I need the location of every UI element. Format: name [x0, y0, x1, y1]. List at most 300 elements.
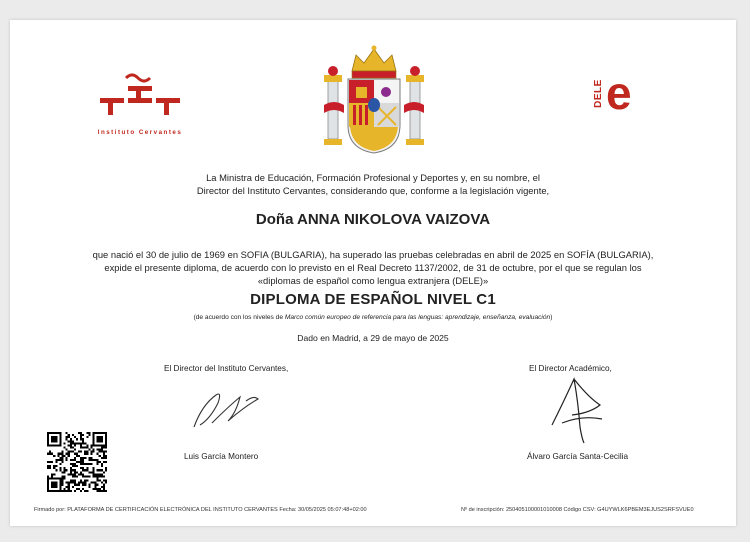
qr-module: [74, 459, 76, 461]
qr-module: [47, 444, 49, 446]
qr-module: [49, 465, 51, 467]
qr-module: [86, 432, 88, 434]
qr-module: [80, 459, 82, 461]
qr-module: [61, 457, 63, 459]
qr-module: [101, 451, 103, 453]
qr-module: [66, 453, 68, 455]
coat-of-arms-spain-icon: [322, 45, 426, 157]
right-signatory-title: El Director Académico,: [529, 364, 612, 373]
right-signature: [542, 375, 612, 450]
qr-module: [51, 473, 53, 475]
qr-module: [105, 444, 107, 446]
instituto-cervantes-logo-icon: [90, 72, 190, 118]
qr-module: [51, 486, 53, 488]
qr-module: [59, 480, 61, 482]
qr-module: [90, 453, 92, 455]
qr-module: [53, 455, 55, 457]
qr-module: [90, 482, 92, 484]
qr-module: [70, 451, 72, 453]
footer-registration: Nº de inscripción: 250405100001010008 Código CSV: G4UYWLK6PBEM3EJUS2SRFSVUE0: [461, 507, 694, 513]
qr-module: [59, 459, 61, 461]
intro-line-2: Director del Instituto Cervantes, considerando que, conforme a la legislación vigente,: [196, 185, 550, 196]
qr-module: [64, 475, 66, 477]
qr-module: [84, 463, 86, 465]
qr-module: [99, 440, 101, 442]
qr-module: [105, 467, 107, 469]
qr-module: [51, 475, 53, 477]
qr-module: [80, 436, 82, 438]
qr-module: [47, 436, 49, 438]
qr-module: [82, 475, 84, 477]
qr-module: [66, 482, 68, 484]
qr-code-icon: [47, 432, 107, 492]
qr-module: [103, 451, 105, 453]
qr-module: [47, 486, 49, 488]
qr-module: [49, 453, 51, 455]
qr-module: [70, 469, 72, 471]
qr-module: [97, 469, 99, 471]
qr-module: [53, 467, 55, 469]
qr-module: [95, 486, 97, 488]
qr-module: [88, 449, 90, 451]
qr-module: [105, 436, 107, 438]
qr-module: [99, 473, 101, 475]
qr-module: [70, 482, 72, 484]
qr-module: [68, 451, 70, 453]
qr-module: [49, 444, 51, 446]
qr-code: [47, 432, 107, 497]
qr-module: [97, 488, 99, 490]
qr-module: [47, 432, 49, 434]
qr-module: [53, 436, 55, 438]
qr-module: [101, 438, 103, 440]
dele-letter: e: [606, 67, 632, 119]
qr-module: [86, 475, 88, 477]
qr-module: [51, 482, 53, 484]
qr-module: [105, 451, 107, 453]
qr-module: [93, 434, 95, 436]
qr-module: [76, 471, 78, 473]
qr-module: [61, 453, 63, 455]
qr-module: [61, 490, 63, 492]
qr-module: [86, 453, 88, 455]
qr-module: [68, 490, 70, 492]
qr-module: [64, 469, 66, 471]
qr-module: [68, 444, 70, 446]
qr-module: [72, 440, 74, 442]
qr-module: [72, 473, 74, 475]
qr-module: [93, 459, 95, 461]
qr-module: [103, 471, 105, 473]
qr-module: [101, 463, 103, 465]
qr-module: [51, 436, 53, 438]
qr-module: [99, 449, 101, 451]
qr-module: [55, 484, 57, 486]
qr-module: [53, 486, 55, 488]
qr-module: [80, 490, 82, 492]
qr-module: [74, 457, 76, 459]
body-line-2: expide el presente diploma, de acuerdo con lo previsto en el Real Decreto 1137/2002, de 31 de octubre, por el que se regulan los: [104, 262, 642, 273]
qr-module: [59, 482, 61, 484]
qr-module: [86, 469, 88, 471]
qr-module: [78, 488, 80, 490]
qr-module: [64, 455, 66, 457]
qr-module: [84, 482, 86, 484]
subtitle-before: (de acuerdo con los niveles de: [193, 314, 285, 321]
qr-module: [49, 432, 51, 434]
subtitle-italic: Marco común europeo de referencia para las lenguas: aprendizaje, enseñanza, evaluación: [284, 314, 551, 321]
qr-module: [74, 444, 76, 446]
qr-module: [59, 484, 61, 486]
qr-module: [51, 432, 53, 434]
qr-module: [55, 438, 57, 440]
qr-module: [64, 471, 66, 473]
qr-module: [80, 482, 82, 484]
qr-module: [93, 488, 95, 490]
qr-module: [53, 465, 55, 467]
qr-module: [97, 440, 99, 442]
qr-module: [103, 444, 105, 446]
qr-module: [59, 444, 61, 446]
qr-module: [97, 436, 99, 438]
qr-module: [72, 465, 74, 467]
qr-module: [70, 446, 72, 448]
qr-module: [53, 432, 55, 434]
qr-module: [105, 438, 107, 440]
qr-module: [80, 473, 82, 475]
qr-module: [47, 465, 49, 467]
qr-module: [80, 463, 82, 465]
dele-vertical-text: DELE: [592, 79, 604, 108]
qr-module: [68, 453, 70, 455]
qr-module: [82, 467, 84, 469]
qr-module: [97, 453, 99, 455]
qr-module: [59, 432, 61, 434]
qr-module: [61, 478, 63, 480]
qr-module: [86, 467, 88, 469]
left-signatory-title: El Director del Instituto Cervantes,: [164, 364, 289, 373]
qr-module: [80, 471, 82, 473]
qr-module: [97, 449, 99, 451]
qr-module: [95, 432, 97, 434]
qr-module: [97, 438, 99, 440]
left-signature-image: [188, 385, 278, 433]
qr-module: [53, 490, 55, 492]
qr-module: [72, 463, 74, 465]
qr-module: [80, 446, 82, 448]
qr-module: [47, 478, 49, 480]
qr-module: [82, 463, 84, 465]
qr-module: [57, 455, 59, 457]
qr-module: [82, 469, 84, 471]
qr-module: [88, 484, 90, 486]
qr-module: [86, 463, 88, 465]
qr-module: [78, 455, 80, 457]
qr-module: [78, 482, 80, 484]
qr-module: [95, 475, 97, 477]
qr-module: [95, 484, 97, 486]
intro-text: [10, 171, 736, 197]
qr-module: [59, 438, 61, 440]
qr-module: [61, 451, 63, 453]
qr-module: [66, 457, 68, 459]
qr-module: [103, 488, 105, 490]
left-signatory-name: Luis García Montero: [184, 452, 259, 461]
subtitle-after: ): [550, 314, 553, 321]
qr-module: [76, 488, 78, 490]
qr-module: [70, 490, 72, 492]
qr-module: [76, 442, 78, 444]
qr-module: [47, 434, 49, 436]
qr-module: [51, 438, 53, 440]
qr-module: [88, 463, 90, 465]
diploma-sheet: [10, 20, 736, 526]
qr-module: [61, 480, 63, 482]
qr-module: [86, 490, 88, 492]
qr-module: [68, 436, 70, 438]
qr-module: [105, 434, 107, 436]
qr-module: [59, 434, 61, 436]
qr-module: [80, 467, 82, 469]
qr-module: [61, 475, 63, 477]
qr-module: [84, 490, 86, 492]
qr-module: [47, 440, 49, 442]
diploma-subtitle: [10, 314, 736, 321]
diploma-title: DIPLOMA DE ESPAÑOL NIVEL C1: [250, 291, 496, 308]
qr-module: [70, 467, 72, 469]
qr-module: [88, 434, 90, 436]
date-line: Dado en Madrid, a 29 de mayo de 2025: [297, 333, 449, 343]
qr-module: [55, 440, 57, 442]
qr-module: [76, 461, 78, 463]
qr-module: [53, 482, 55, 484]
qr-module: [78, 451, 80, 453]
qr-module: [82, 482, 84, 484]
qr-module: [99, 461, 101, 463]
qr-module: [78, 473, 80, 475]
qr-module: [70, 442, 72, 444]
qr-module: [99, 475, 101, 477]
qr-module: [74, 484, 76, 486]
qr-module: [49, 451, 51, 453]
qr-module: [64, 467, 66, 469]
qr-module: [90, 451, 92, 453]
qr-module: [103, 446, 105, 448]
qr-module: [97, 463, 99, 465]
qr-module: [61, 471, 63, 473]
qr-module: [101, 473, 103, 475]
qr-module: [80, 434, 82, 436]
qr-module: [93, 473, 95, 475]
qr-module: [90, 459, 92, 461]
footer-signed-by: Firmado por: PLATAFORMA DE CERTIFICACIÓN ELECTRÓNICA DEL INSTITUTO CERVANTES Fecha: 30/05/2025 05:07:48+02:00: [34, 507, 367, 513]
qr-module: [105, 469, 107, 471]
qr-module: [59, 467, 61, 469]
qr-module: [47, 453, 49, 455]
qr-module: [72, 459, 74, 461]
qr-module: [59, 436, 61, 438]
qr-module: [61, 482, 63, 484]
qr-module: [93, 438, 95, 440]
qr-module: [47, 461, 49, 463]
qr-module: [90, 444, 92, 446]
qr-module: [97, 459, 99, 461]
qr-module: [82, 484, 84, 486]
qr-module: [64, 478, 66, 480]
qr-module: [68, 484, 70, 486]
qr-module: [70, 459, 72, 461]
qr-module: [68, 455, 70, 457]
qr-module: [95, 482, 97, 484]
qr-module: [103, 461, 105, 463]
qr-module: [53, 438, 55, 440]
qr-module: [51, 461, 53, 463]
qr-module: [84, 475, 86, 477]
qr-module: [64, 488, 66, 490]
qr-module: [59, 457, 61, 459]
qr-module: [82, 434, 84, 436]
qr-module: [78, 461, 80, 463]
qr-module: [99, 451, 101, 453]
qr-module: [101, 486, 103, 488]
qr-module: [57, 432, 59, 434]
qr-module: [55, 465, 57, 467]
qr-module: [59, 463, 61, 465]
qr-module: [72, 446, 74, 448]
qr-module: [88, 432, 90, 434]
qr-module: [99, 432, 101, 434]
qr-module: [103, 457, 105, 459]
body-line-1: que nació el 30 de julio de 1969 en SOFIA (BULGARIA), ha superado las pruebas celebradas en abril de 2025 en SOFÍA (BULGARIA),: [92, 249, 654, 260]
qr-module: [93, 471, 95, 473]
instituto-cervantes-text: Instituto Cervantes: [97, 129, 183, 136]
qr-module: [97, 461, 99, 463]
qr-module: [78, 442, 80, 444]
qr-module: [84, 484, 86, 486]
qr-module: [74, 469, 76, 471]
qr-module: [47, 467, 49, 469]
qr-module: [86, 436, 88, 438]
qr-module: [53, 484, 55, 486]
qr-module: [97, 444, 99, 446]
qr-module: [68, 473, 70, 475]
qr-module: [97, 490, 99, 492]
qr-module: [51, 484, 53, 486]
qr-module: [76, 455, 78, 457]
qr-module: [74, 463, 76, 465]
qr-module: [86, 480, 88, 482]
qr-module: [90, 446, 92, 448]
qr-module: [105, 446, 107, 448]
qr-module: [68, 482, 70, 484]
qr-module: [82, 438, 84, 440]
qr-module: [101, 444, 103, 446]
qr-module: [105, 461, 107, 463]
qr-module: [55, 432, 57, 434]
candidate-name: Doña ANNA NIKOLOVA VAIZOVA: [255, 211, 491, 228]
qr-module: [95, 488, 97, 490]
qr-module: [61, 461, 63, 463]
qr-module: [105, 482, 107, 484]
qr-module: [99, 488, 101, 490]
qr-module: [105, 440, 107, 442]
qr-module: [59, 469, 61, 471]
qr-module: [53, 473, 55, 475]
qr-module: [80, 438, 82, 440]
qr-module: [70, 463, 72, 465]
qr-module: [53, 478, 55, 480]
qr-module: [66, 486, 68, 488]
qr-module: [74, 490, 76, 492]
qr-module: [47, 480, 49, 482]
qr-module: [68, 486, 70, 488]
qr-module: [101, 475, 103, 477]
qr-module: [74, 465, 76, 467]
qr-module: [55, 444, 57, 446]
qr-module: [93, 482, 95, 484]
qr-module: [93, 436, 95, 438]
right-signature-image: [542, 375, 612, 445]
qr-module: [88, 459, 90, 461]
qr-module: [47, 490, 49, 492]
qr-module: [74, 453, 76, 455]
qr-module: [95, 459, 97, 461]
qr-module: [76, 484, 78, 486]
qr-module: [101, 449, 103, 451]
qr-module: [74, 475, 76, 477]
qr-module: [103, 484, 105, 486]
qr-module: [64, 446, 66, 448]
qr-module: [90, 463, 92, 465]
qr-module: [103, 455, 105, 457]
qr-module: [90, 457, 92, 459]
qr-module: [53, 444, 55, 446]
qr-module: [99, 455, 101, 457]
qr-module: [84, 480, 86, 482]
qr-module: [55, 490, 57, 492]
qr-module: [90, 471, 92, 473]
qr-module: [55, 459, 57, 461]
qr-module: [80, 461, 82, 463]
qr-module: [47, 442, 49, 444]
qr-module: [93, 469, 95, 471]
qr-module: [95, 473, 97, 475]
qr-module: [51, 444, 53, 446]
qr-module: [88, 486, 90, 488]
qr-module: [103, 486, 105, 488]
qr-module: [47, 484, 49, 486]
qr-module: [59, 440, 61, 442]
qr-module: [101, 457, 103, 459]
qr-module: [70, 471, 72, 473]
qr-module: [72, 442, 74, 444]
qr-module: [82, 461, 84, 463]
qr-module: [105, 442, 107, 444]
qr-module: [99, 469, 101, 471]
body-line-3: «diplomas de español como lengua extranjera (DELE)»: [257, 275, 489, 286]
qr-module: [76, 453, 78, 455]
qr-module: [66, 459, 68, 461]
qr-module: [105, 457, 107, 459]
qr-module: [51, 478, 53, 480]
qr-module: [66, 449, 68, 451]
qr-module: [64, 442, 66, 444]
qr-module: [101, 446, 103, 448]
qr-module: [101, 432, 103, 434]
qr-module: [64, 490, 66, 492]
qr-module: [84, 469, 86, 471]
qr-module: [74, 471, 76, 473]
